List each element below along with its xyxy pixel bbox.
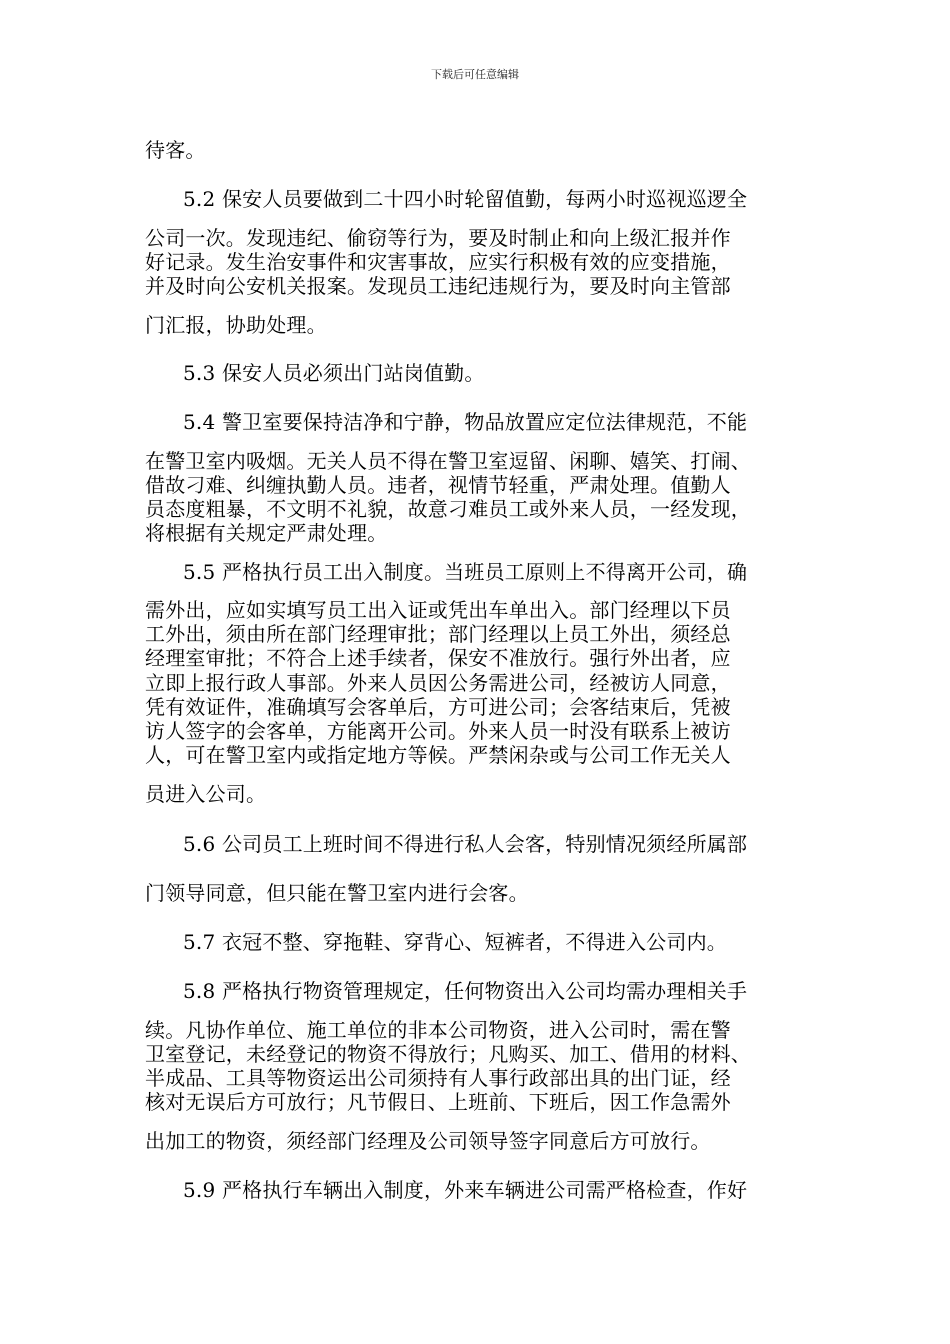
text-line: 将根据有关规定严肃处理。 (145, 521, 388, 545)
text-line: 5.4 警卫室要保持洁净和宁静，物品放置应定位法律规范，不能 (183, 410, 748, 434)
text-line: 5.8 严格执行物资管理规定，任何物资出入公司均需办理相关手 (183, 979, 748, 1003)
text-line: 5.5 严格执行员工出入制度。当班员工原则上不得离开公司，确 (183, 560, 748, 584)
text-line: 凭有效证件，准确填写会客单后，方可进公司；会客结束后，凭被 (145, 695, 731, 719)
text-line: 员态度粗暴，不文明不礼貌，故意刁难员工或外来人员，一经发现， (145, 497, 751, 521)
text-line: 人，可在警卫室内或指定地方等候。严禁闲杂或与公司工作无关人 (145, 743, 731, 767)
text-line: 半成品、工具等物资运出公司须持有人事行政部出具的出门证，经 (145, 1066, 731, 1090)
text-line: 立即上报行政人事部。外来人员因公务需进公司，经被访人同意， (145, 671, 731, 695)
text-line: 并及时向公安机关报案。发现员工违纪违规行为，要及时向主管部 (145, 274, 731, 298)
text-line: 在警卫室内吸烟。无关人员不得在警卫室逗留、闲聊、嬉笑、打闹、 (145, 449, 751, 473)
text-line: 5.2 保安人员要做到二十四小时轮留值勤，每两小时巡视巡逻全 (183, 187, 748, 211)
text-line: 5.7 衣冠不整、穿拖鞋、穿背心、短裤者，不得进入公司内。 (183, 930, 727, 954)
text-line: 核对无误后方可放行；凡节假日、上班前、下班后，因工作急需外 (145, 1090, 731, 1114)
text-line: 公司一次。发现违纪、偷窃等行为，要及时制止和向上级汇报并作 (145, 226, 731, 250)
text-line: 待客。 (145, 138, 206, 162)
text-line: 借故刁难、纠缠执勤人员。违者，视情节轻重，严肃处理。值勤人 (145, 473, 731, 497)
text-line: 门汇报，协助处理。 (145, 313, 327, 337)
text-line: 工外出，须由所在部门经理审批；部门经理以上员工外出，须经总 (145, 622, 731, 646)
text-line: 好记录。发生治安事件和灾害事故，应实行积极有效的应变措施， (145, 250, 731, 274)
text-line: 出加工的物资，须经部门经理及公司领导签字同意后方可放行。 (145, 1129, 711, 1153)
text-line: 经理室审批；不符合上述手续者，保安不准放行。强行外出者，应 (145, 646, 731, 670)
text-line: 卫室登记，未经登记的物资不得放行；凡购买、加工、借用的材料、 (145, 1042, 751, 1066)
text-line: 需外出，应如实填写员工出入证或凭出车单出入。部门经理以下员 (145, 598, 731, 622)
text-line: 5.9 严格执行车辆出入制度，外来车辆进公司需严格检查，作好 (183, 1178, 748, 1202)
text-line: 访人签字的会客单，方能离开公司。外来人员一时没有联系上被访 (145, 719, 731, 743)
text-line: 续。凡协作单位、施工单位的非本公司物资，进入公司时，需在警 (145, 1018, 731, 1042)
text-line: 员进入公司。 (145, 782, 267, 806)
page-header: 下载后可任意编辑 (431, 68, 519, 81)
text-line: 门领导同意，但只能在警卫室内进行会客。 (145, 881, 529, 905)
text-line: 5.6 公司员工上班时间不得进行私人会客，特别情况须经所属部 (183, 832, 748, 856)
text-line: 5.3 保安人员必须出门站岗值勤。 (183, 361, 485, 385)
